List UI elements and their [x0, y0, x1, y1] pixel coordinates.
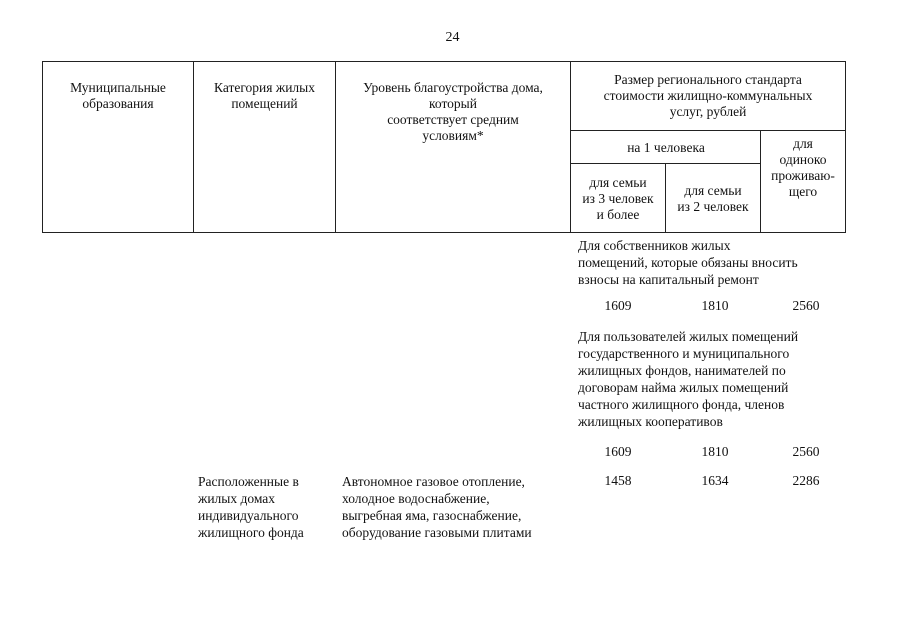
value-family3-owners: 1609 [604, 298, 632, 313]
value-single-users: 2560 [792, 444, 820, 459]
row-category: Расположенные в жилых домах индивидуального жилищного фонда [198, 474, 304, 540]
row-value-family3: 1458 [604, 473, 632, 488]
col-divider-1 [193, 61, 194, 233]
col-divider-4 [665, 163, 666, 233]
header-family-2: для семьи из 2 человек [677, 183, 749, 214]
header-per-person: на 1 человека [627, 140, 705, 155]
header-amenity-level: Уровень благоустройства дома, который соответствует средним условиям* [363, 80, 543, 143]
row-value-single: 2286 [792, 473, 820, 488]
value-family2-users: 1810 [701, 444, 729, 459]
header-family-3: для семьи из 3 человек и более [582, 175, 654, 222]
header-single: для одиноко проживаю- щего [771, 136, 835, 199]
col-divider-2 [335, 61, 336, 233]
header-municipalities: Муниципальные образования [70, 80, 166, 111]
col-divider-0 [42, 61, 43, 233]
header-standard-size: Размер регионального стандарта стоимости жилищно-коммунальных услуг, рублей [603, 72, 813, 119]
row-amenities: Автономное газовое отопление, холодное водоснабжение, выгребная яма, газоснабжение, оборудование газовыми плитами [342, 474, 532, 540]
header-bottom-border [42, 232, 846, 233]
value-family3-users: 1609 [604, 444, 632, 459]
section-heading-users: Для пользователей жилых помещений государственного и муниципального жилищных фондов, нанимателей по договорам найма жилых помещений частного жилищного фонда, членов жилищных кооперативов [578, 329, 799, 429]
col-divider-3 [570, 61, 571, 233]
value-family2-owners: 1810 [701, 298, 729, 313]
value-single-owners: 2560 [792, 298, 820, 313]
section-heading-owners: Для собственников жилых помещений, которые обязаны вносить взносы на капитальный ремонт [578, 238, 798, 287]
col-divider-6 [845, 61, 846, 233]
subheader-line [570, 130, 846, 131]
col-divider-5 [760, 130, 761, 233]
row-value-family2: 1634 [701, 473, 729, 488]
page-number: 24 [445, 30, 460, 45]
table-top-border [42, 61, 846, 62]
header-category: Категория жилых помещений [214, 80, 315, 111]
